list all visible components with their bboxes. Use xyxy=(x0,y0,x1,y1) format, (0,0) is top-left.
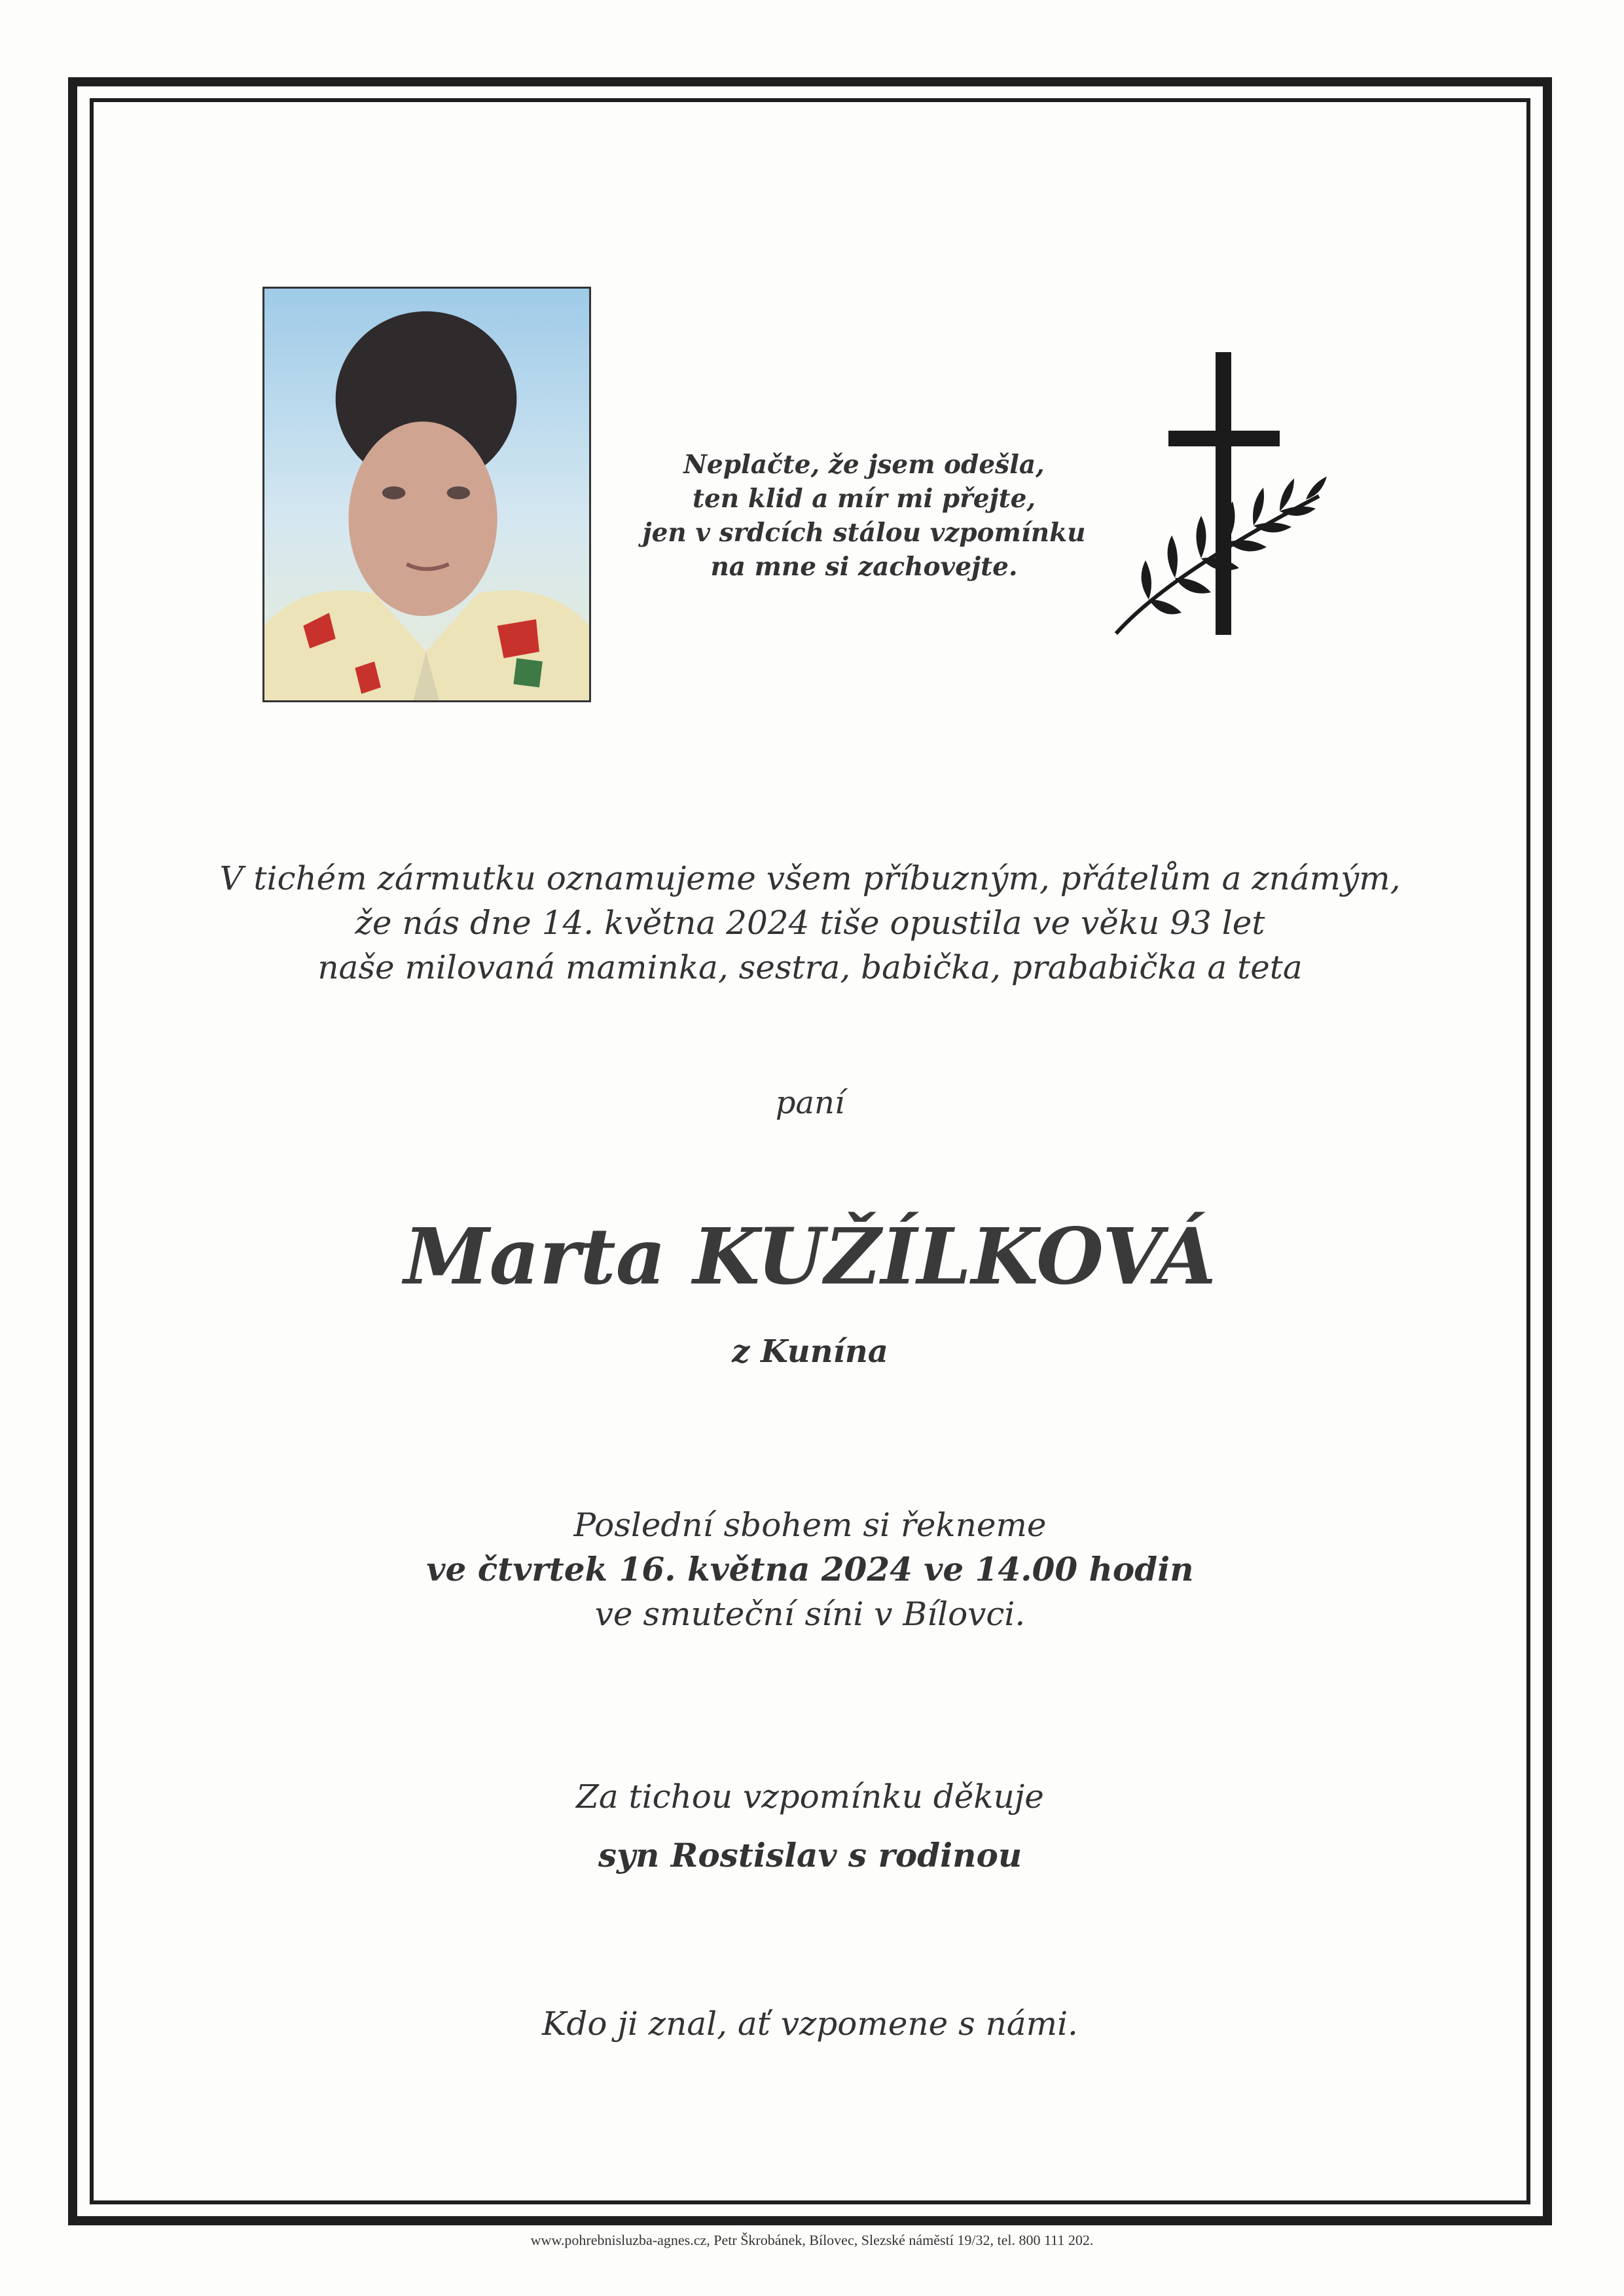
funeral-venue: ve smuteční síni v Bílovci. xyxy=(594,1595,1026,1633)
thanks-intro: Za tichou vzpomínku děkuje xyxy=(576,1778,1044,1816)
cross-with-palm-branch-icon xyxy=(1110,352,1332,640)
poem-line: jen v srdcích stálou vzpomínku xyxy=(642,518,1086,548)
announcement-line: že nás dne 14. května 2024 tiše opustila ve věku 93 let xyxy=(355,904,1265,942)
poem-line: na mne si zachovejte. xyxy=(710,552,1018,582)
deceased-origin: z Kunína xyxy=(732,1333,888,1370)
deceased-name: Marta KUŽÍLKOVÁ xyxy=(404,1211,1216,1302)
funeral-date-time: ve čtvrtek 16. května 2024 ve 14.00 hodin xyxy=(426,1550,1194,1588)
memorial-poem xyxy=(628,448,1100,584)
farewell-intro: Poslední sbohem si řekneme xyxy=(573,1506,1047,1544)
funeral-service-footer: www.pohrebnisluzba-agnes.cz, Petr Škrobánek, Bílovec, Slezské náměstí 19/32, tel. 800 111 202. xyxy=(530,2232,1094,2248)
funeral-details xyxy=(90,1503,1530,1636)
portrait-photo xyxy=(262,287,591,702)
honorific: paní xyxy=(775,1085,845,1121)
mourners: syn Rostislav s rodinou xyxy=(598,1836,1022,1874)
poem-line: Neplačte, že jsem odešla, xyxy=(683,450,1045,480)
closing-line: Kdo ji znal, ať vzpomene s námi. xyxy=(542,2005,1078,2043)
death-announcement xyxy=(90,856,1530,990)
announcement-line: V tichém zármutku oznamujeme všem příbuzným, přátelům a známým, xyxy=(219,859,1401,897)
announcement-line: naše milovaná maminka, sestra, babička, prababička a teta xyxy=(317,948,1303,986)
acknowledgement xyxy=(90,1767,1530,1885)
poem-line: ten klid a mír mi přejte, xyxy=(692,484,1036,514)
